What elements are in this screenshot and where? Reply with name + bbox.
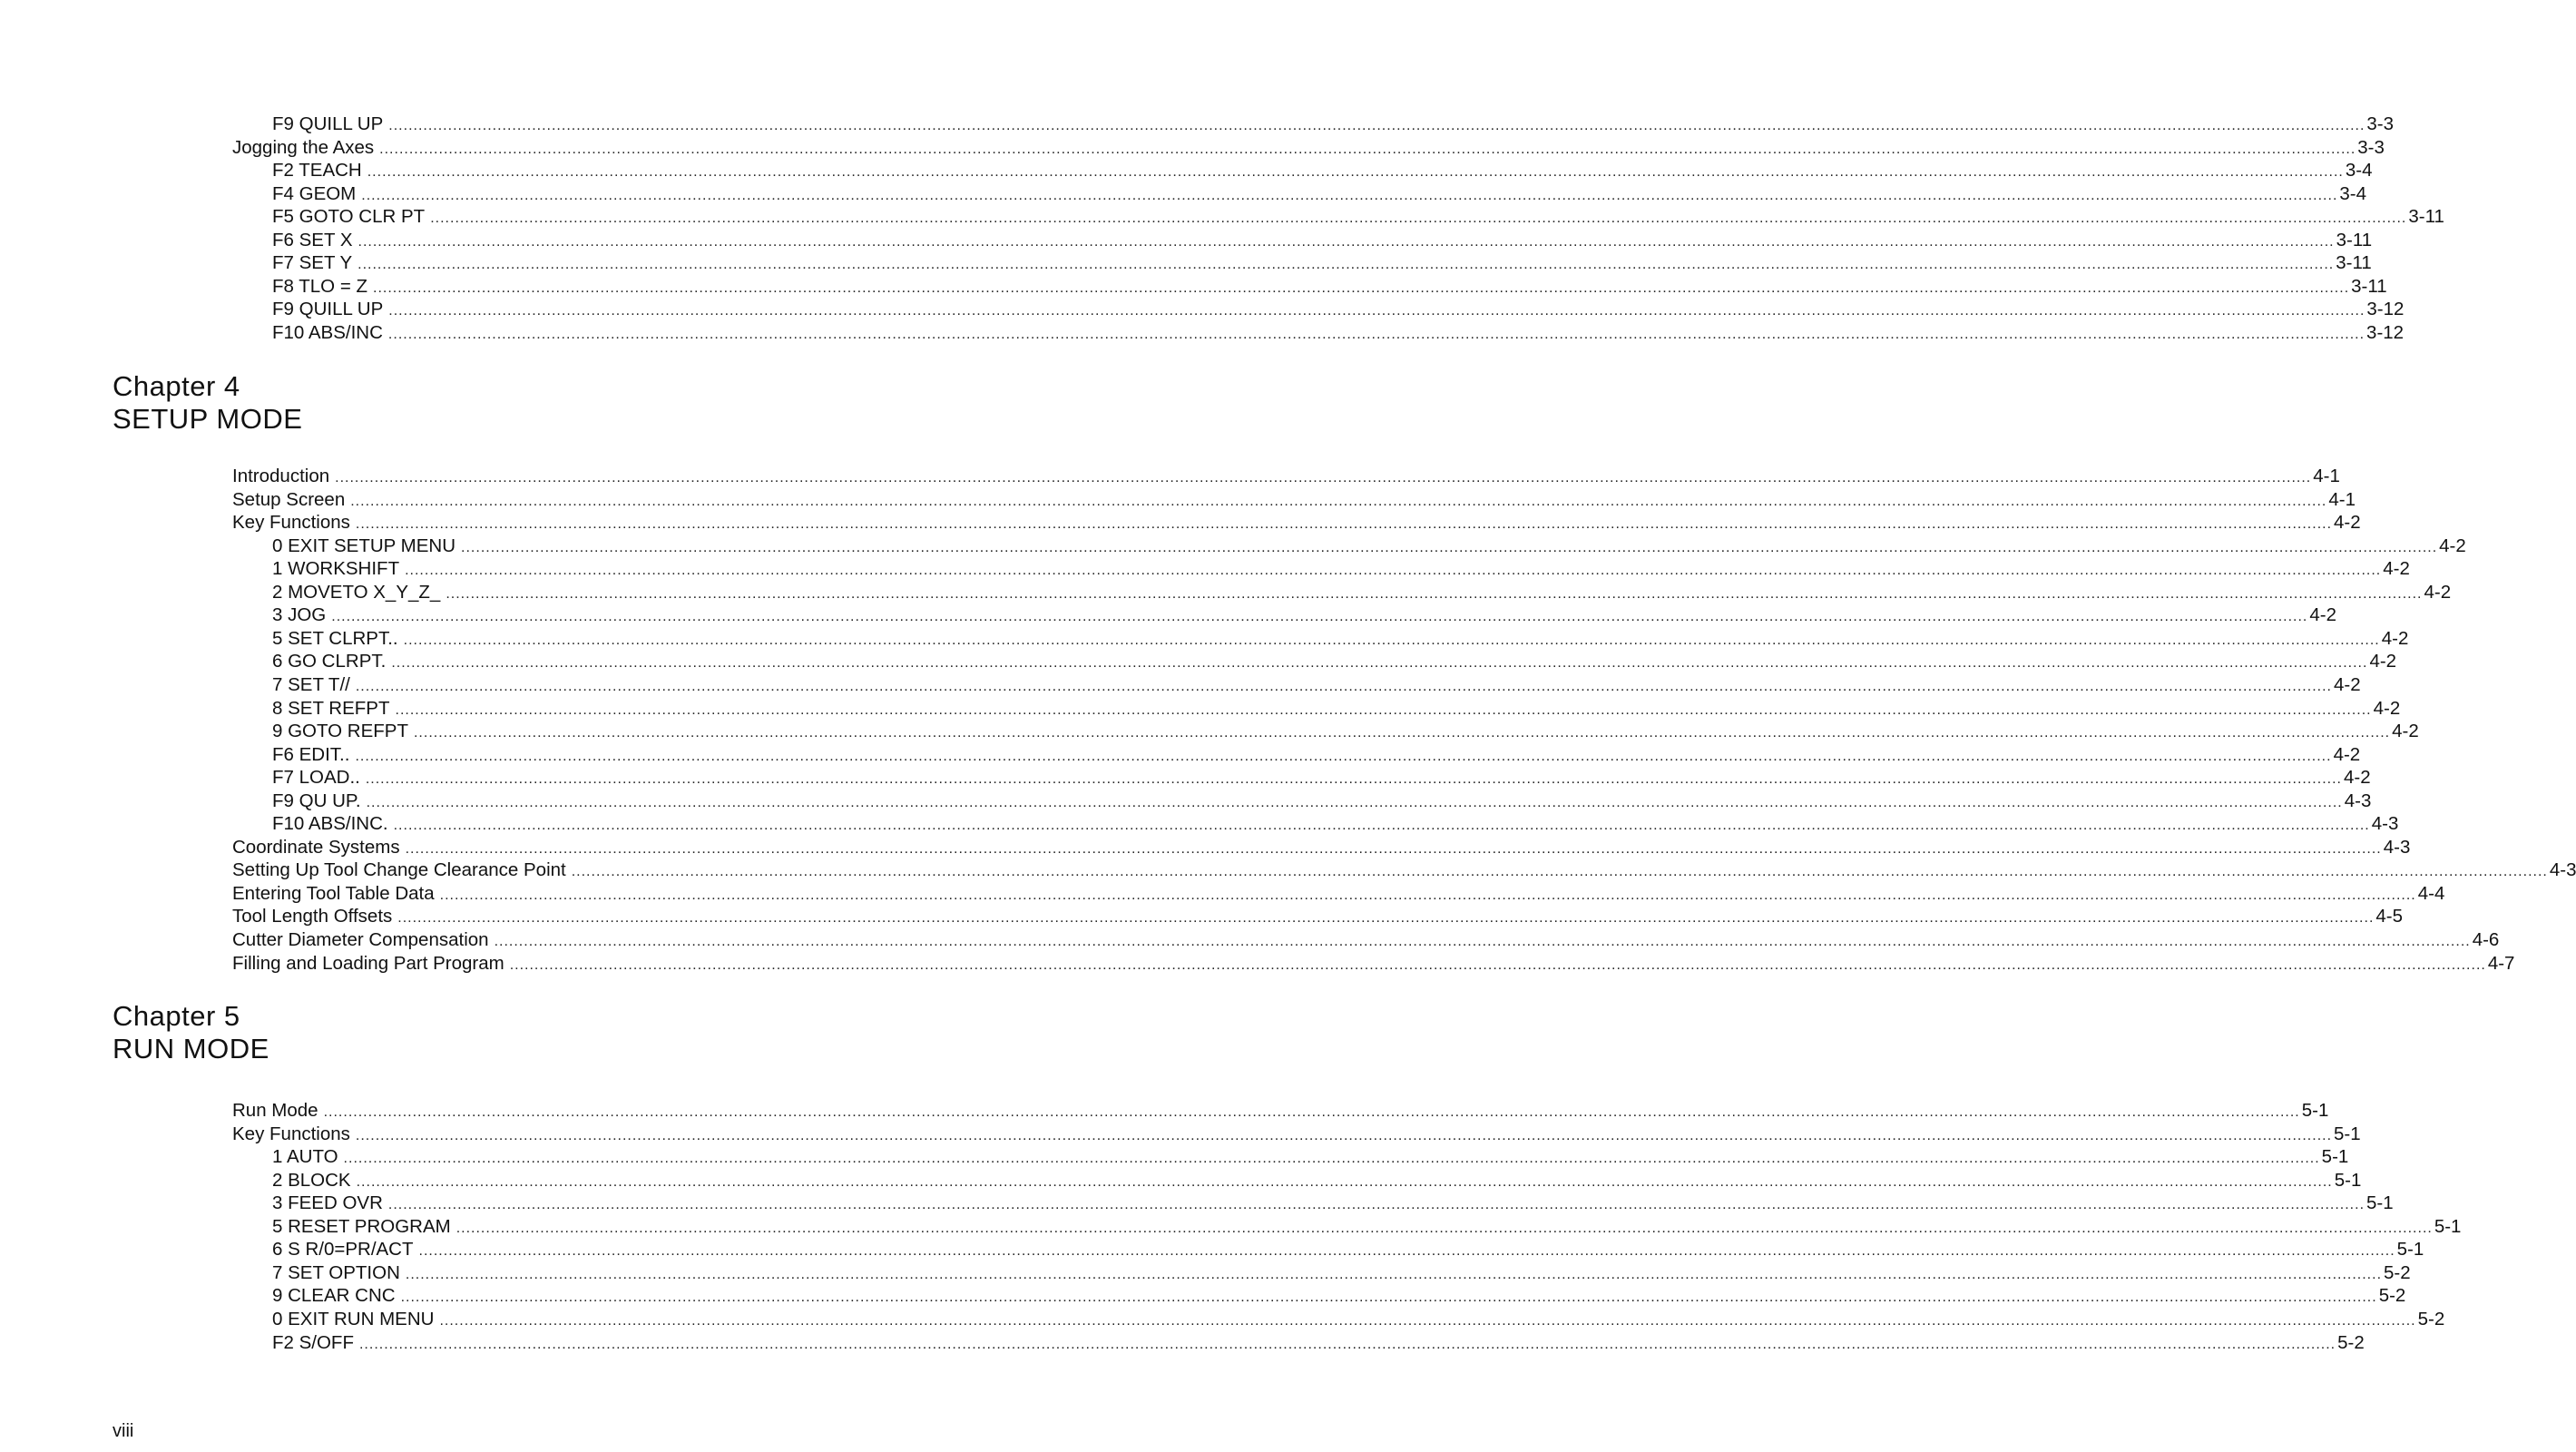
toc-entry-page: 4-4: [2417, 883, 2445, 904]
toc-entry-title: F7 LOAD..: [272, 767, 360, 788]
dot-leader: ................................................................................................................................................................................................................................................................................................................................................................................................................: [455, 1221, 2433, 1236]
dot-leader: ................................................................................................................................................................................................................................................................................................................................................................................................................: [387, 327, 2365, 342]
toc-entry-title: 2 BLOCK: [272, 1170, 351, 1191]
chapter-title: RUN MODE: [113, 1033, 269, 1064]
dot-leader: ................................................................................................................................................................................................................................................................................................................................................................................................................: [343, 1151, 2320, 1166]
toc-entry-page: 4-2: [2309, 604, 2337, 625]
toc-entry[interactable]: [272, 1239, 2424, 1261]
dot-leader: ................................................................................................................................................................................................................................................................................................................................................................................................................: [355, 679, 2332, 694]
dot-leader: ................................................................................................................................................................................................................................................................................................................................................................................................................: [350, 494, 2327, 509]
toc-entry-title: Setting Up Tool Change Clearance Point: [232, 859, 566, 880]
toc-entry[interactable]: [272, 113, 2395, 135]
toc-entry-title: 6 GO CLRPT.: [272, 651, 387, 672]
toc-entry-title: Introduction: [232, 466, 330, 486]
toc-entry[interactable]: [232, 1100, 2329, 1122]
dot-leader: ................................................................................................................................................................................................................................................................................................................................................................................................................: [355, 1128, 2333, 1143]
toc-entry-title: Coordinate Systems: [232, 837, 400, 858]
toc-entry-title: Entering Tool Table Data: [232, 883, 435, 904]
toc-entry[interactable]: [272, 1146, 2349, 1168]
dot-leader: ................................................................................................................................................................................................................................................................................................................................................................................................................: [361, 188, 2338, 203]
toc-entry[interactable]: [272, 230, 2373, 251]
toc-entry-page: 4-5: [2375, 906, 2404, 927]
toc-entry-page: 4-2: [2383, 558, 2410, 579]
toc-entry[interactable]: [272, 721, 2419, 742]
toc-entry[interactable]: [272, 535, 2466, 557]
toc-entry-page: 4-2: [2343, 767, 2371, 788]
toc-entry-page: 4-2: [2373, 698, 2401, 719]
toc-entry-page: 5-1: [2434, 1216, 2462, 1237]
toc-entry-page: 4-6: [2472, 929, 2500, 950]
toc-entry-page: 3-4: [2345, 160, 2373, 181]
toc-entry-title: 3 FEED OVR: [272, 1192, 383, 1213]
toc-entry[interactable]: [272, 582, 2452, 603]
toc-entry-page: 5-1: [2301, 1100, 2329, 1121]
chapter-title: SETUP MODE: [113, 403, 303, 435]
toc-entry-title: F4 GEOM: [272, 183, 357, 204]
dot-leader: ................................................................................................................................................................................................................................................................................................................................................................................................................: [358, 257, 2335, 272]
toc-entry[interactable]: [272, 813, 2399, 835]
toc-entry-title: 3 JOG: [272, 604, 327, 625]
dot-leader: ................................................................................................................................................................................................................................................................................................................................................................................................................: [388, 303, 2365, 319]
toc-entry[interactable]: [232, 906, 2404, 927]
dot-leader: ................................................................................................................................................................................................................................................................................................................................................................................................................: [391, 655, 2368, 671]
dot-leader: ................................................................................................................................................................................................................................................................................................................................................................................................................: [405, 841, 2382, 857]
dot-leader: ................................................................................................................................................................................................................................................................................................................................................................................................................: [461, 540, 2438, 555]
dot-leader: ................................................................................................................................................................................................................................................................................................................................................................................................................: [355, 516, 2333, 532]
toc-entry-title: F7 SET Y: [272, 252, 353, 273]
dot-leader: ................................................................................................................................................................................................................................................................................................................................................................................................................: [571, 864, 2548, 879]
dot-leader: ................................................................................................................................................................................................................................................................................................................................................................................................................: [439, 888, 2416, 903]
toc-entry-title: Key Functions: [232, 1123, 350, 1144]
toc-entry[interactable]: [232, 883, 2445, 905]
toc-entry-title: F6 EDIT..: [272, 744, 350, 765]
dot-leader: ................................................................................................................................................................................................................................................................................................................................................................................................................: [388, 118, 2365, 133]
toc-entry-page: 4-7: [2487, 953, 2515, 974]
toc-entry-page: 5-2: [2378, 1285, 2406, 1306]
dot-leader: ................................................................................................................................................................................................................................................................................................................................................................................................................: [355, 749, 2332, 764]
dot-leader: ................................................................................................................................................................................................................................................................................................................................................................................................................: [413, 725, 2391, 741]
dot-leader: ................................................................................................................................................................................................................................................................................................................................................................................................................: [446, 586, 2423, 602]
toc-entry-page: 4-2: [2333, 674, 2361, 695]
toc-entry-page: 4-2: [2424, 582, 2452, 603]
dot-leader: ................................................................................................................................................................................................................................................................................................................................................................................................................: [356, 1174, 2333, 1190]
toc-entry-title: F5 GOTO CLR PT: [272, 206, 426, 227]
dot-leader: ................................................................................................................................................................................................................................................................................................................................................................................................................: [397, 910, 2375, 926]
dot-leader: ................................................................................................................................................................................................................................................................................................................................................................................................................: [395, 702, 2372, 718]
toc-entry-page: 5-2: [2337, 1332, 2365, 1353]
toc-entry-title: 5 RESET PROGRAM: [272, 1216, 451, 1237]
toc-entry[interactable]: [232, 512, 2361, 534]
toc-entry-page: 3-4: [2339, 183, 2367, 204]
toc-entry[interactable]: [272, 674, 2361, 696]
toc-entry-title: 9 CLEAR CNC: [272, 1285, 396, 1306]
toc-entry[interactable]: [232, 1123, 2361, 1145]
toc-entry-title: 0 EXIT RUN MENU: [272, 1309, 435, 1329]
dot-leader: ................................................................................................................................................................................................................................................................................................................................................................................................................: [418, 1243, 2395, 1259]
toc-entry-page: 4-3: [2344, 790, 2372, 811]
toc-entry-page: 3-11: [2351, 276, 2387, 297]
toc-entry-page: 5-1: [2366, 1192, 2394, 1213]
dot-leader: ................................................................................................................................................................................................................................................................................................................................................................................................................: [323, 1104, 2300, 1120]
toc-entry-title: 5 SET CLRPT..: [272, 628, 398, 649]
dot-leader: ................................................................................................................................................................................................................................................................................................................................................................................................................: [387, 1197, 2365, 1212]
dot-leader: ................................................................................................................................................................................................................................................................................................................................................................................................................: [405, 1267, 2383, 1282]
toc-entry-page: 3-11: [2336, 252, 2372, 273]
dot-leader: ................................................................................................................................................................................................................................................................................................................................................................................................................: [393, 818, 2370, 833]
toc-entry[interactable]: [272, 252, 2372, 274]
toc-entry-title: 7 SET OPTION: [272, 1262, 400, 1283]
dot-leader: ................................................................................................................................................................................................................................................................................................................................................................................................................: [509, 957, 2486, 973]
toc-entry-page: 5-1: [2396, 1239, 2424, 1260]
toc-entry-page: 4-3: [2371, 813, 2399, 834]
chapter-number: Chapter 5: [113, 1000, 240, 1032]
toc-entry-page: 4-2: [2392, 721, 2419, 741]
toc-entry[interactable]: [272, 1170, 2362, 1192]
toc-entry-title: Cutter Diameter Compensation: [232, 929, 489, 950]
toc-entry-title: Jogging the Axes: [232, 137, 375, 158]
dot-leader: ................................................................................................................................................................................................................................................................................................................................................................................................................: [365, 771, 2342, 787]
toc-entry[interactable]: [272, 558, 2410, 580]
toc-entry-page: 4-2: [2334, 512, 2361, 533]
toc-entry-page: 5-1: [2321, 1146, 2349, 1167]
dot-leader: ................................................................................................................................................................................................................................................................................................................................................................................................................: [403, 633, 2380, 648]
toc-entry[interactable]: [272, 744, 2361, 766]
toc-entry[interactable]: [272, 1192, 2394, 1214]
toc-entry[interactable]: [232, 859, 2576, 881]
toc-entry-page: 4-1: [2313, 466, 2340, 486]
toc-entry-title: F10 ABS/INC.: [272, 813, 388, 834]
toc-entry-page: 3-11: [2336, 230, 2373, 250]
toc-entry-title: F6 SET X: [272, 230, 353, 250]
toc-entry-title: 7 SET T//: [272, 674, 350, 695]
toc-entry-page: 5-1: [2334, 1123, 2361, 1144]
toc-entry[interactable]: [232, 929, 2500, 951]
toc-entry-page: 3-11: [2408, 206, 2444, 227]
toc-entry-title: 1 AUTO: [272, 1146, 338, 1167]
dot-leader: ................................................................................................................................................................................................................................................................................................................................................................................................................: [367, 164, 2344, 180]
toc-entry-title: F9 QUILL UP: [272, 113, 384, 134]
toc-entry-page: 5-1: [2334, 1170, 2362, 1191]
toc-entry[interactable]: [272, 767, 2371, 789]
toc-entry-title: F8 TLO = Z: [272, 276, 368, 297]
toc-entry-page: 4-3: [2549, 859, 2576, 880]
dot-leader: ................................................................................................................................................................................................................................................................................................................................................................................................................: [439, 1313, 2416, 1329]
toc-entry-title: 8 SET REFPT: [272, 698, 390, 719]
dot-leader: ................................................................................................................................................................................................................................................................................................................................................................................................................: [400, 1290, 2377, 1305]
toc-entry-title: Setup Screen: [232, 489, 346, 510]
toc-entry[interactable]: [272, 1332, 2365, 1354]
toc-entry[interactable]: [272, 206, 2444, 228]
toc-entry-page: 4-2: [2381, 628, 2409, 649]
toc-entry[interactable]: [272, 276, 2387, 298]
toc-entry-page: 3-12: [2366, 299, 2405, 319]
toc-entry[interactable]: [272, 1216, 2462, 1238]
chapter-heading: [113, 370, 302, 436]
chapter-heading: [113, 1000, 269, 1065]
toc-entry[interactable]: [272, 1262, 2411, 1284]
dot-leader: ................................................................................................................................................................................................................................................................................................................................................................................................................: [335, 470, 2312, 486]
toc-entry-title: F10 ABS/INC: [272, 322, 383, 343]
toc-entry-page: 5-2: [2417, 1309, 2445, 1329]
dot-leader: ................................................................................................................................................................................................................................................................................................................................................................................................................: [366, 795, 2343, 810]
toc-entry[interactable]: [272, 1309, 2445, 1330]
toc-entry[interactable]: [232, 137, 2385, 159]
toc-entry[interactable]: [272, 183, 2367, 205]
dot-leader: ................................................................................................................................................................................................................................................................................................................................................................................................................: [358, 1337, 2336, 1352]
toc-entry-title: 2 MOVETO X_Y_Z_: [272, 582, 441, 603]
toc-entry[interactable]: [272, 651, 2397, 672]
toc-entry[interactable]: [232, 466, 2340, 487]
page-number: viii: [113, 1421, 134, 1441]
dot-leader: ................................................................................................................................................................................................................................................................................................................................................................................................................: [430, 211, 2407, 226]
dot-leader: ................................................................................................................................................................................................................................................................................................................................................................................................................: [373, 280, 2350, 296]
toc-entry-page: 4-2: [2439, 535, 2466, 556]
toc-entry[interactable]: [272, 698, 2401, 720]
toc-entry-page: 5-2: [2384, 1262, 2411, 1283]
toc-entry-title: Key Functions: [232, 512, 350, 533]
toc-entry-title: Run Mode: [232, 1100, 318, 1121]
toc-entry-page: 4-2: [2369, 651, 2397, 672]
toc-entry-title: F9 QUILL UP: [272, 299, 384, 319]
toc-entry-page: 3-3: [2357, 137, 2385, 158]
toc-entry-title: Tool Length Offsets: [232, 906, 393, 927]
toc-entry-page: 3-3: [2366, 113, 2395, 134]
toc-entry-page: 4-2: [2333, 744, 2361, 765]
toc-entry-title: 9 GOTO REFPT: [272, 721, 408, 741]
chapter-number: Chapter 4: [113, 370, 240, 402]
toc-entry[interactable]: [272, 790, 2372, 812]
toc-entry-title: Filling and Loading Part Program: [232, 953, 504, 974]
toc-entry-title: F2 S/OFF: [272, 1332, 354, 1353]
toc-entry[interactable]: [272, 604, 2337, 626]
toc-entry[interactable]: [272, 299, 2405, 320]
toc-entry-page: 4-3: [2383, 837, 2411, 858]
toc-entry[interactable]: [232, 489, 2356, 511]
dot-leader: ................................................................................................................................................................................................................................................................................................................................................................................................................: [331, 609, 2308, 624]
toc-entry-title: 1 WORKSHIFT: [272, 558, 400, 579]
toc-entry[interactable]: [232, 953, 2515, 975]
toc-entry[interactable]: [232, 837, 2411, 858]
toc-entry[interactable]: [272, 322, 2405, 344]
dot-leader: ................................................................................................................................................................................................................................................................................................................................................................................................................: [379, 142, 2356, 157]
dot-leader: ................................................................................................................................................................................................................................................................................................................................................................................................................: [405, 563, 2382, 578]
dot-leader: ................................................................................................................................................................................................................................................................................................................................................................................................................: [494, 934, 2471, 949]
toc-entry-title: 6 S R/0=PR/ACT: [272, 1239, 414, 1260]
toc-entry-title: F9 QU UP.: [272, 790, 361, 811]
toc-entry-page: 4-1: [2328, 489, 2356, 510]
toc-entry[interactable]: [272, 628, 2409, 650]
toc-entry[interactable]: [272, 160, 2373, 182]
dot-leader: ................................................................................................................................................................................................................................................................................................................................................................................................................: [358, 234, 2335, 250]
toc-entry-title: F2 TEACH: [272, 160, 362, 181]
toc-entry-title: 0 EXIT SETUP MENU: [272, 535, 456, 556]
toc-entry-page: 3-12: [2366, 322, 2405, 343]
toc-entry[interactable]: [272, 1285, 2406, 1307]
